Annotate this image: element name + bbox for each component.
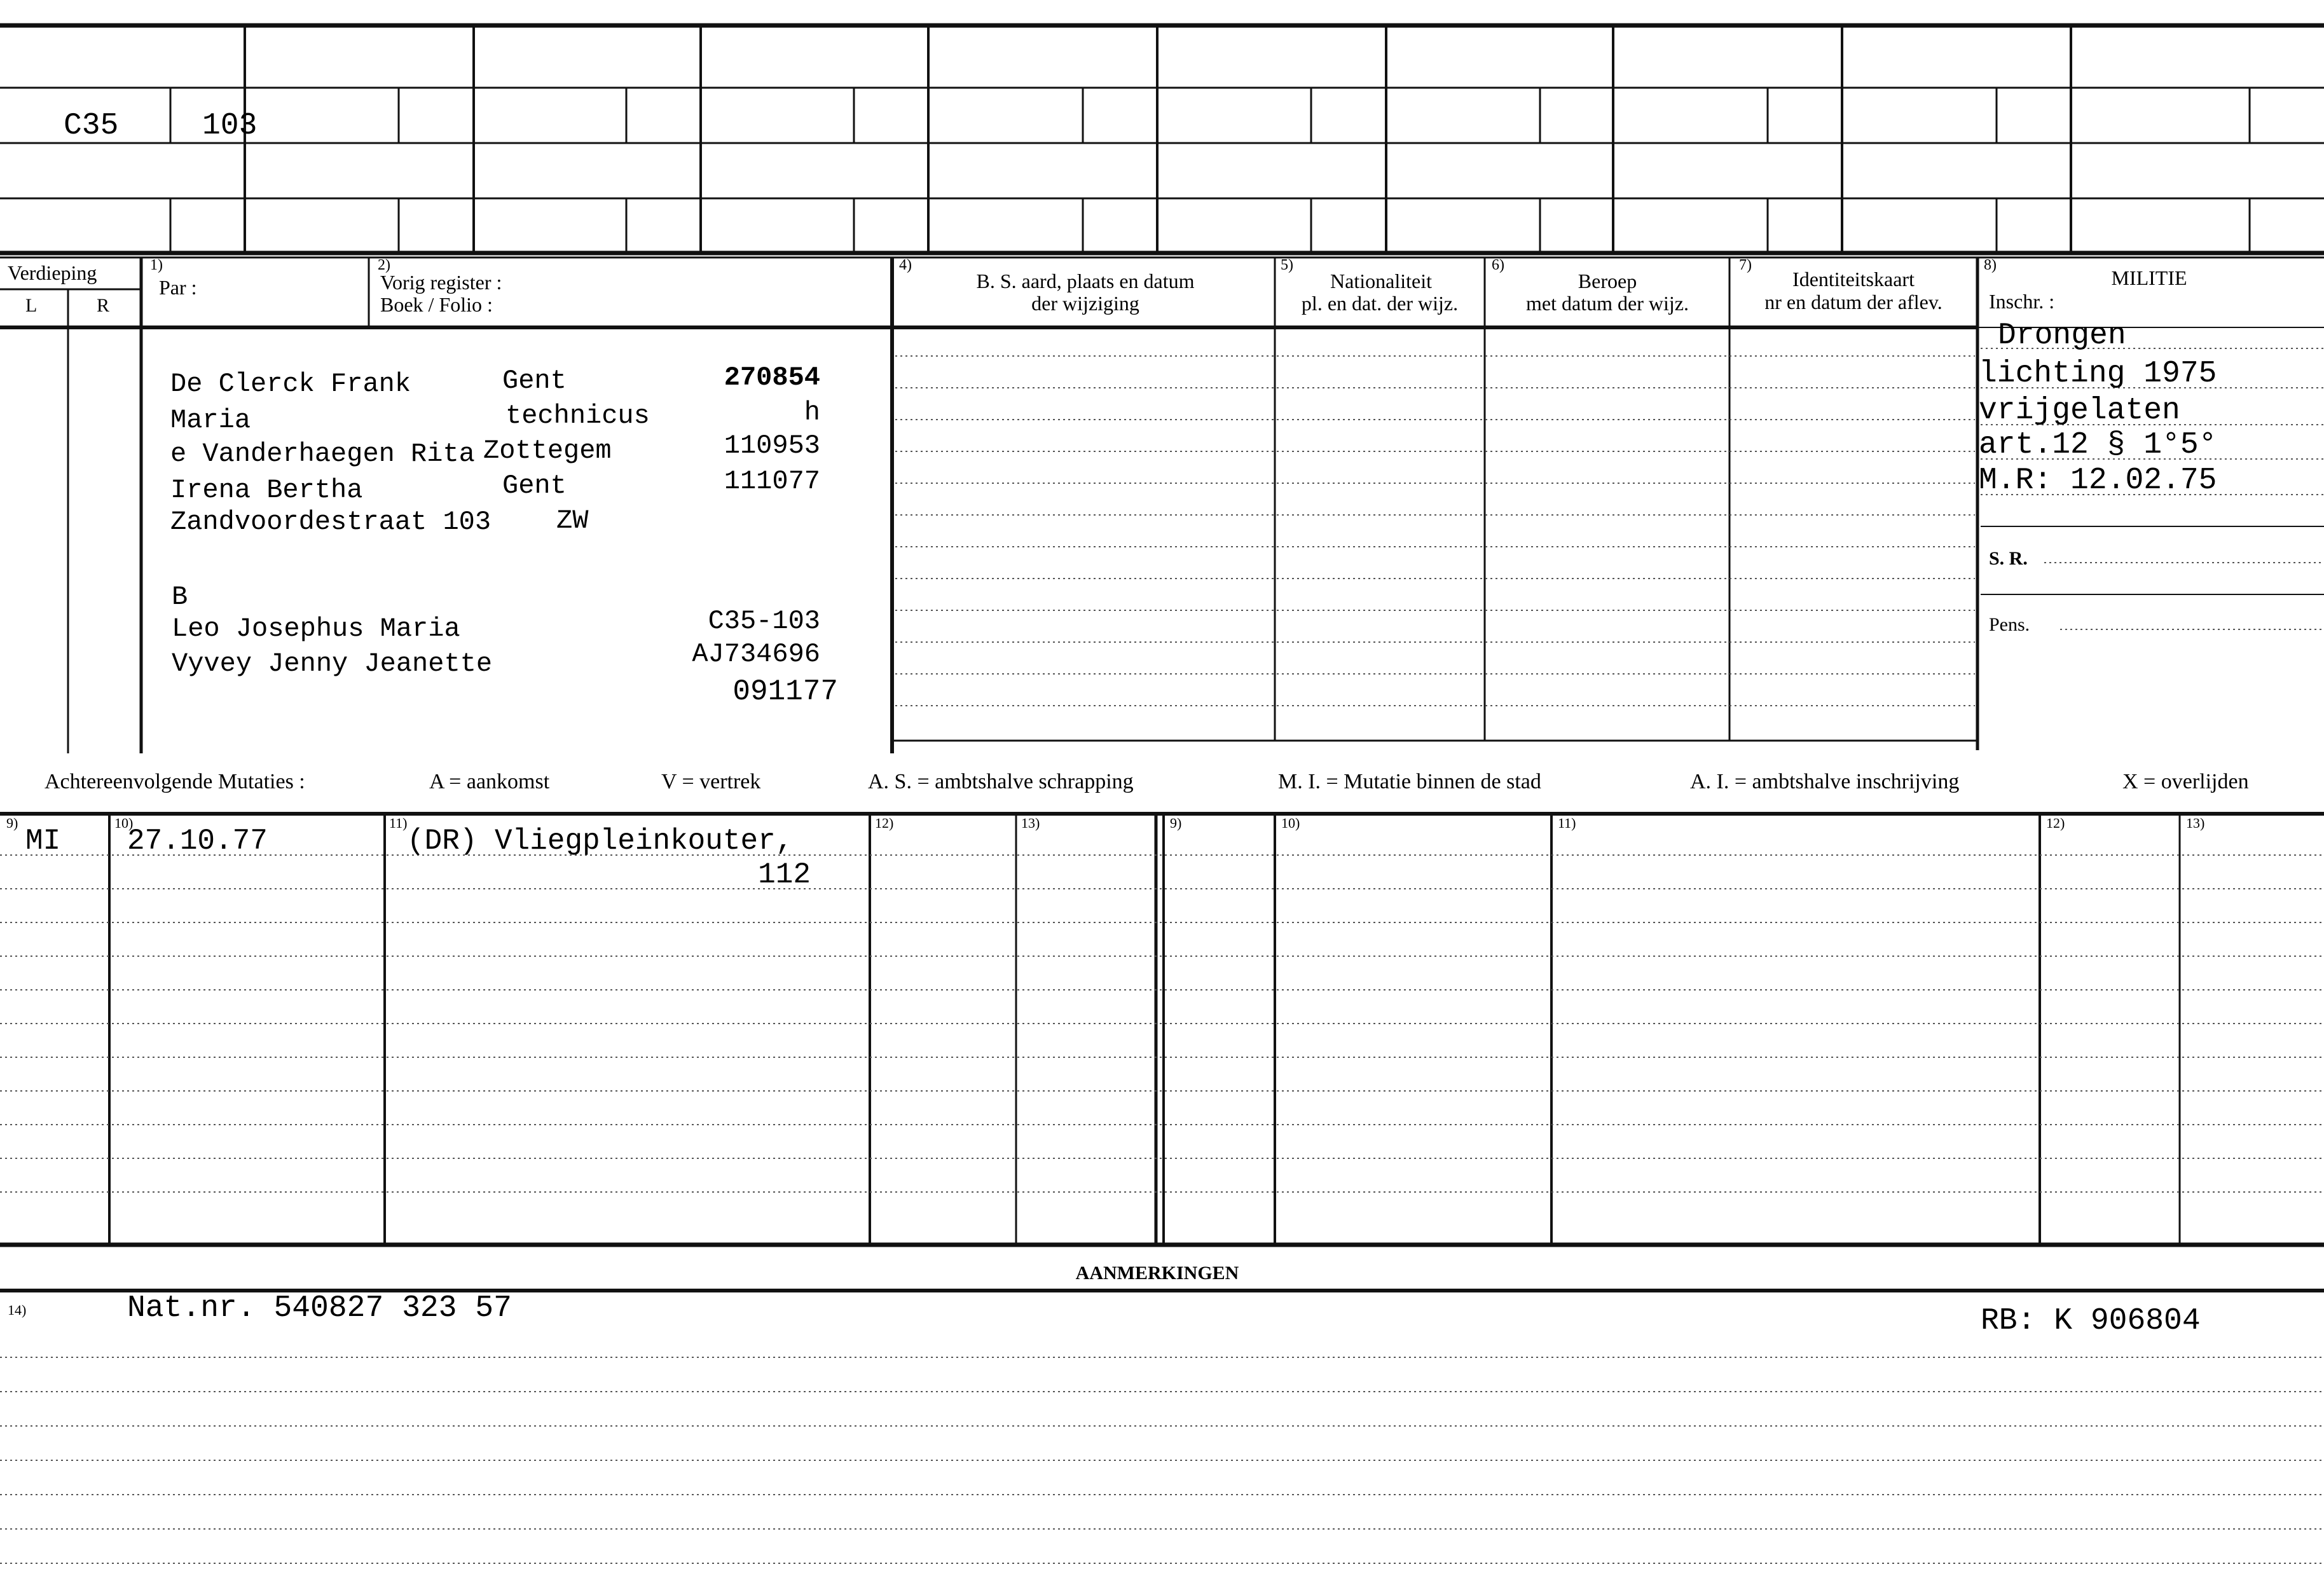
militie-date: M.R: 12.02.75 — [1979, 463, 2217, 498]
field-num-1: 1) — [150, 257, 163, 273]
sr-label: S. R. — [1989, 548, 2028, 569]
militie-entry — [1979, 319, 2217, 498]
gender: h — [804, 397, 820, 428]
militie-article: art.12 § 1°5° — [1979, 428, 2217, 462]
militie-header: MILITIE — [2111, 266, 2187, 289]
remarks-section — [0, 1263, 2324, 1563]
region-code: ZW — [556, 505, 589, 536]
bs-header-line1: B. S. aard, plaats en datum — [976, 270, 1195, 292]
legend-a: A = aankomst — [429, 770, 550, 793]
parent-mother: Vyvey Jenny Jeanette — [172, 648, 493, 679]
marriage-date: 111077 — [724, 466, 820, 497]
legend-as: A. S. = ambtshalve schrapping — [868, 770, 1134, 793]
spouse-birthplace: Zottegem — [483, 435, 612, 466]
col-num-13: 13) — [1021, 815, 1040, 831]
reference-code: C35-103 — [708, 606, 820, 636]
profession: technicus — [505, 401, 650, 431]
boek-folio-label: Boek / Folio : — [380, 293, 493, 316]
remarks-num: 14) — [8, 1302, 27, 1318]
col-num-10: 10) — [114, 815, 134, 831]
col-num-9: 9) — [6, 815, 18, 831]
nat-header-line2: pl. en dat. der wijz. — [1301, 292, 1459, 315]
bs-header-line2: der wijziging — [1031, 292, 1139, 315]
field-num-4: 4) — [899, 257, 912, 273]
field-num-7: 7) — [1739, 257, 1752, 273]
rb-number: RB: K 906804 — [1981, 1304, 2201, 1338]
verdieping-label: Verdieping — [8, 261, 97, 284]
remarks-title: AANMERKINGEN — [1075, 1263, 1239, 1284]
person-entry — [170, 362, 838, 708]
mutation-legend — [45, 770, 2249, 793]
id-card-number: AJ734696 — [692, 639, 820, 669]
floor-r-label: R — [97, 295, 110, 316]
legend-x: X = overlijden — [2122, 770, 2249, 793]
top-index-strip — [0, 25, 2324, 253]
col-num-11b: 11) — [1558, 815, 1576, 831]
legend-mi: M. I. = Mutatie binnen de stad — [1278, 770, 1541, 793]
mutation-address-number: 112 — [758, 858, 811, 891]
beroep-header-line1: Beroep — [1578, 270, 1637, 292]
inschr-label: Inschr. : — [1989, 290, 2055, 313]
parent-father: Leo Josephus Maria — [172, 613, 460, 644]
col-num-12: 12) — [875, 815, 894, 831]
pens-label: Pens. — [1989, 614, 2030, 635]
col-num-10b: 10) — [1281, 815, 1300, 831]
legend-v: V = vertrek — [661, 770, 761, 793]
col-num-11: 11) — [389, 815, 408, 831]
militie-lichting: lichting 1975 — [1979, 357, 2217, 391]
spouse-name: e Vanderhaegen Rita — [170, 439, 475, 469]
vorig-register-label: Vorig register : — [380, 271, 502, 294]
mutation-address: (DR) Vliegpleinkouter, — [407, 825, 794, 858]
index-number: 103 — [202, 109, 258, 143]
parents-label: B — [172, 582, 188, 612]
mutation-type: MI — [25, 825, 61, 858]
birthdate: 270854 — [724, 362, 820, 393]
id-header-line1: Identiteitskaart — [1792, 268, 1915, 291]
field-num-2: 2) — [378, 257, 390, 273]
col-num-9b: 9) — [1170, 815, 1182, 831]
floor-l-label: L — [25, 295, 38, 316]
nat-header-line1: Nationaliteit — [1330, 270, 1432, 292]
index-code: C35 — [64, 109, 119, 143]
person-name-cont: Maria — [170, 405, 251, 435]
id-card-date: 091177 — [732, 675, 838, 708]
col-num-12b: 12) — [2046, 815, 2065, 831]
field-num-6: 6) — [1492, 257, 1504, 273]
marriage-place: Gent — [502, 470, 567, 501]
militie-place: Drongen — [1998, 319, 2126, 353]
beroep-header-line2: met datum der wijz. — [1526, 292, 1689, 315]
field-num-8: 8) — [1984, 257, 1997, 273]
col-num-13b: 13) — [2186, 815, 2205, 831]
par-label: Par : — [159, 276, 197, 299]
id-header-line2: nr en datum der aflev. — [1764, 291, 1942, 313]
militie-status: vrijgelaten — [1979, 394, 2180, 428]
mutation-date: 27.10.77 — [127, 825, 268, 858]
person-name: De Clerck Frank — [170, 369, 411, 399]
address: Zandvoordestraat 103 — [170, 507, 492, 537]
upper-column-rules — [892, 356, 1977, 741]
legend-title: Achtereenvolgende Mutaties : — [45, 770, 305, 793]
legend-ai: A. I. = ambtshalve inschrijving — [1690, 770, 1960, 793]
national-number: Nat.nr. 540827 323 57 — [127, 1291, 512, 1326]
spouse-birthdate: 110953 — [724, 430, 820, 461]
spouse-name-cont: Irena Bertha — [170, 475, 363, 505]
birthplace: Gent — [502, 366, 567, 396]
field-num-5: 5) — [1281, 257, 1293, 273]
mutations-table — [0, 814, 2324, 1245]
